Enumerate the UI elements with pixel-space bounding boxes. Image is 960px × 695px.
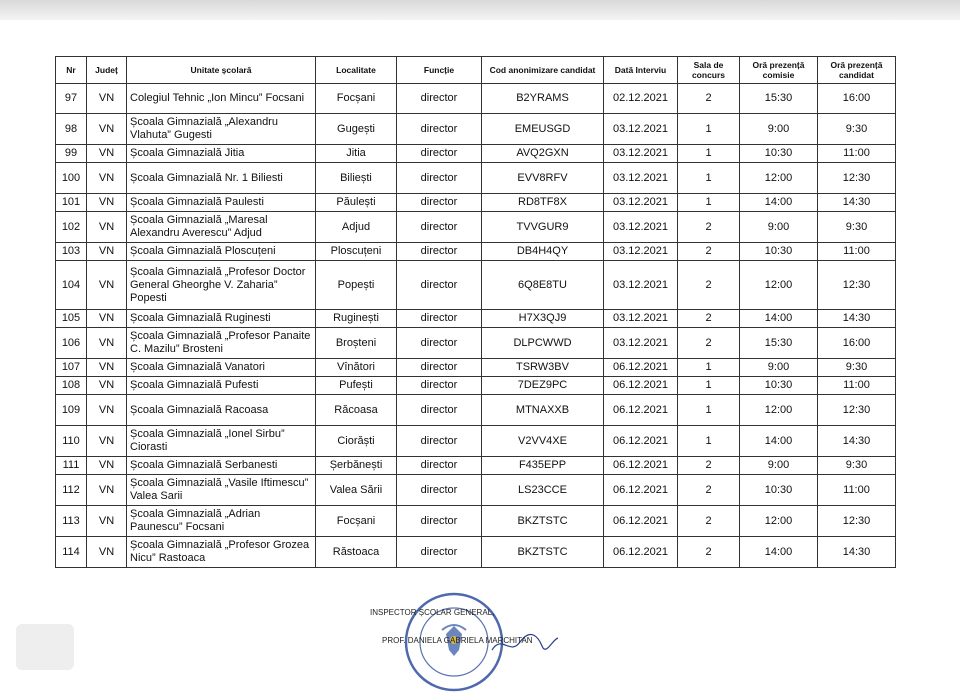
header-ora-comisie: Oră prezență comisie (740, 57, 818, 84)
cell-data: 03.12.2021 (604, 114, 678, 145)
cell-functie: director (397, 84, 482, 114)
cell-localitate: Focșani (316, 84, 397, 114)
header-sala: Sala de concurs (678, 57, 740, 84)
cell-data: 06.12.2021 (604, 395, 678, 426)
cell-sala: 2 (678, 475, 740, 506)
cell-unitate: Școala Gimnazială Jitia (127, 145, 316, 163)
cell-cod: RD8TF8X (482, 194, 604, 212)
cell-judet: VN (87, 243, 127, 261)
cell-localitate: Păulești (316, 194, 397, 212)
cell-unitate: Școala Gimnazială „Vasile Iftimescu” Valea Sarii (127, 475, 316, 506)
cell-ora-candidat: 12:30 (818, 163, 896, 194)
cell-nr: 113 (56, 506, 87, 537)
cell-unitate: Școala Gimnazială „Alexandru Vlahuta” Gugesti (127, 114, 316, 145)
cell-data: 03.12.2021 (604, 163, 678, 194)
cell-functie: director (397, 377, 482, 395)
cell-sala: 1 (678, 194, 740, 212)
cell-ora-comisie: 12:00 (740, 506, 818, 537)
cell-localitate: Șerbănești (316, 457, 397, 475)
cell-sala: 2 (678, 328, 740, 359)
cell-cod: AVQ2GXN (482, 145, 604, 163)
viewer-top-bar (0, 0, 960, 20)
cell-cod: EMEUSGD (482, 114, 604, 145)
cell-ora-candidat: 12:30 (818, 261, 896, 310)
cell-judet: VN (87, 359, 127, 377)
cell-data: 03.12.2021 (604, 310, 678, 328)
table-header-row (56, 57, 896, 84)
table-row (56, 395, 896, 426)
cell-sala: 2 (678, 310, 740, 328)
cell-data: 03.12.2021 (604, 194, 678, 212)
cell-sala: 2 (678, 261, 740, 310)
cell-judet: VN (87, 537, 127, 568)
cell-cod: F435EPP (482, 457, 604, 475)
cell-functie: director (397, 145, 482, 163)
cell-cod: DB4H4QY (482, 243, 604, 261)
cell-data: 06.12.2021 (604, 475, 678, 506)
cell-nr: 100 (56, 163, 87, 194)
header-nr: Nr (56, 57, 87, 84)
cell-judet: VN (87, 457, 127, 475)
cell-nr: 112 (56, 475, 87, 506)
cell-judet: VN (87, 395, 127, 426)
cell-judet: VN (87, 426, 127, 457)
table-row (56, 537, 896, 568)
cell-ora-comisie: 9:00 (740, 114, 818, 145)
table-row (56, 194, 896, 212)
cell-ora-candidat: 14:30 (818, 194, 896, 212)
cell-functie: director (397, 261, 482, 310)
cell-sala: 1 (678, 359, 740, 377)
cell-judet: VN (87, 163, 127, 194)
cell-ora-candidat: 11:00 (818, 475, 896, 506)
cell-ora-comisie: 10:30 (740, 377, 818, 395)
cell-judet: VN (87, 310, 127, 328)
cell-ora-candidat: 14:30 (818, 310, 896, 328)
cell-nr: 102 (56, 212, 87, 243)
cell-functie: director (397, 359, 482, 377)
cell-localitate: Vînători (316, 359, 397, 377)
cell-unitate: Școala Gimnazială „Profesor Panaite C. Mazilu” Brosteni (127, 328, 316, 359)
cell-unitate: Școala Gimnazială Ruginesti (127, 310, 316, 328)
cell-functie: director (397, 328, 482, 359)
cell-ora-comisie: 10:30 (740, 243, 818, 261)
table-row (56, 328, 896, 359)
table-row (56, 261, 896, 310)
table-row (56, 506, 896, 537)
cell-ora-comisie: 9:00 (740, 457, 818, 475)
cell-data: 03.12.2021 (604, 328, 678, 359)
cell-sala: 1 (678, 114, 740, 145)
cell-nr: 101 (56, 194, 87, 212)
cell-localitate: Pufești (316, 377, 397, 395)
cell-unitate: Școala Gimnazială „Adrian Paunescu” Focsani (127, 506, 316, 537)
signature-role: INSPECTOR ȘCOLAR GENERAL, (370, 608, 495, 617)
cell-localitate: Biliești (316, 163, 397, 194)
header-data: Dată Interviu (604, 57, 678, 84)
cell-ora-comisie: 14:00 (740, 310, 818, 328)
cell-functie: director (397, 163, 482, 194)
cell-functie: director (397, 212, 482, 243)
cell-sala: 1 (678, 163, 740, 194)
cell-cod: 6Q8E8TU (482, 261, 604, 310)
cell-ora-comisie: 12:00 (740, 395, 818, 426)
cell-cod: BKZTSTC (482, 537, 604, 568)
cell-sala: 2 (678, 84, 740, 114)
cell-ora-comisie: 15:30 (740, 84, 818, 114)
cell-judet: VN (87, 114, 127, 145)
cell-functie: director (397, 506, 482, 537)
cell-ora-comisie: 10:30 (740, 145, 818, 163)
header-functie: Funcție (397, 57, 482, 84)
cell-ora-candidat: 14:30 (818, 537, 896, 568)
cell-functie: director (397, 310, 482, 328)
table-row (56, 163, 896, 194)
cell-ora-comisie: 15:30 (740, 328, 818, 359)
cell-functie: director (397, 426, 482, 457)
cell-judet: VN (87, 194, 127, 212)
header-localitate: Localitate (316, 57, 397, 84)
cell-ora-comisie: 12:00 (740, 163, 818, 194)
cell-data: 02.12.2021 (604, 84, 678, 114)
cell-judet: VN (87, 506, 127, 537)
table-row (56, 377, 896, 395)
table-row (56, 359, 896, 377)
cell-sala: 2 (678, 243, 740, 261)
cell-ora-candidat: 11:00 (818, 243, 896, 261)
cell-functie: director (397, 475, 482, 506)
cell-unitate: Școala Gimnazială Nr. 1 Biliesti (127, 163, 316, 194)
cell-unitate: Școala Gimnazială „Maresal Alexandru Averescu” Adjud (127, 212, 316, 243)
table-row (56, 84, 896, 114)
table-row (56, 212, 896, 243)
cell-unitate: Școala Gimnazială „Profesor Grozea Nicu” Rastoaca (127, 537, 316, 568)
cell-nr: 97 (56, 84, 87, 114)
cell-ora-candidat: 14:30 (818, 426, 896, 457)
cell-unitate: Școala Gimnazială Vanatori (127, 359, 316, 377)
cell-nr: 110 (56, 426, 87, 457)
cell-nr: 103 (56, 243, 87, 261)
cell-judet: VN (87, 377, 127, 395)
cell-unitate: Colegiul Tehnic „Ion Mincu” Focsani (127, 84, 316, 114)
cell-data: 03.12.2021 (604, 243, 678, 261)
table-body (56, 84, 896, 568)
cell-cod: LS23CCE (482, 475, 604, 506)
table-row (56, 145, 896, 163)
cell-ora-comisie: 9:00 (740, 359, 818, 377)
table-row (56, 426, 896, 457)
cell-nr: 105 (56, 310, 87, 328)
cell-ora-comisie: 14:00 (740, 537, 818, 568)
cell-sala: 2 (678, 537, 740, 568)
cell-data: 06.12.2021 (604, 426, 678, 457)
cell-cod: TVVGUR9 (482, 212, 604, 243)
cell-ora-candidat: 9:30 (818, 212, 896, 243)
cell-data: 03.12.2021 (604, 261, 678, 310)
cell-sala: 1 (678, 395, 740, 426)
cell-cod: BKZTSTC (482, 506, 604, 537)
cell-localitate: Jitia (316, 145, 397, 163)
cell-sala: 2 (678, 457, 740, 475)
cell-data: 06.12.2021 (604, 506, 678, 537)
cell-judet: VN (87, 212, 127, 243)
cell-sala: 1 (678, 145, 740, 163)
cell-localitate: Broșteni (316, 328, 397, 359)
cell-unitate: Școala Gimnazială Racoasa (127, 395, 316, 426)
cell-cod: DLPCWWD (482, 328, 604, 359)
cell-cod: EVV8RFV (482, 163, 604, 194)
cell-ora-candidat: 12:30 (818, 395, 896, 426)
cell-functie: director (397, 243, 482, 261)
cell-functie: director (397, 457, 482, 475)
header-judet: Județ (87, 57, 127, 84)
cell-localitate: Focșani (316, 506, 397, 537)
cell-data: 03.12.2021 (604, 145, 678, 163)
cell-ora-comisie: 14:00 (740, 426, 818, 457)
cell-unitate: Școala Gimnazială Serbanesti (127, 457, 316, 475)
cell-nr: 114 (56, 537, 87, 568)
cell-cod: TSRW3BV (482, 359, 604, 377)
cell-unitate: Școala Gimnazială Ploscuțeni (127, 243, 316, 261)
cell-nr: 108 (56, 377, 87, 395)
cell-ora-candidat: 12:30 (818, 506, 896, 537)
cell-sala: 1 (678, 426, 740, 457)
cell-cod: 7DEZ9PC (482, 377, 604, 395)
cell-nr: 107 (56, 359, 87, 377)
cell-ora-comisie: 10:30 (740, 475, 818, 506)
cell-ora-candidat: 16:00 (818, 328, 896, 359)
header-ora-candidat: Oră prezență candidat (818, 57, 896, 84)
cell-functie: director (397, 114, 482, 145)
cell-ora-candidat: 9:30 (818, 114, 896, 145)
table-row (56, 475, 896, 506)
cell-ora-candidat: 11:00 (818, 377, 896, 395)
signature-block (370, 608, 533, 664)
cell-judet: VN (87, 145, 127, 163)
cell-localitate: Răstoaca (316, 537, 397, 568)
cell-localitate: Ruginești (316, 310, 397, 328)
cell-localitate: Adjud (316, 212, 397, 243)
cell-nr: 99 (56, 145, 87, 163)
cell-sala: 1 (678, 377, 740, 395)
cell-localitate: Valea Sării (316, 475, 397, 506)
cell-ora-candidat: 9:30 (818, 457, 896, 475)
cell-judet: VN (87, 328, 127, 359)
cell-ora-comisie: 12:00 (740, 261, 818, 310)
document-page (0, 20, 960, 675)
cell-data: 03.12.2021 (604, 212, 678, 243)
table-row (56, 457, 896, 475)
cell-judet: VN (87, 261, 127, 310)
cell-ora-candidat: 11:00 (818, 145, 896, 163)
cell-nr: 109 (56, 395, 87, 426)
cell-nr: 106 (56, 328, 87, 359)
cell-unitate: Școala Gimnazială Pufesti (127, 377, 316, 395)
table-row (56, 310, 896, 328)
cell-localitate: Ciorăști (316, 426, 397, 457)
cell-localitate: Ploscuțeni (316, 243, 397, 261)
cell-localitate: Gugești (316, 114, 397, 145)
cell-localitate: Răcoasa (316, 395, 397, 426)
cell-nr: 98 (56, 114, 87, 145)
cell-unitate: Școala Gimnazială „Ionel Sirbu” Ciorasti (127, 426, 316, 457)
header-cod: Cod anonimizare candidat (482, 57, 604, 84)
cell-nr: 104 (56, 261, 87, 310)
cell-ora-candidat: 16:00 (818, 84, 896, 114)
cell-functie: director (397, 194, 482, 212)
cell-unitate: Școala Gimnazială „Profesor Doctor General Gheorghe V. Zaharia” Popesti (127, 261, 316, 310)
cell-data: 06.12.2021 (604, 457, 678, 475)
cell-sala: 2 (678, 506, 740, 537)
table-row (56, 243, 896, 261)
cell-data: 06.12.2021 (604, 537, 678, 568)
cell-functie: director (397, 395, 482, 426)
cell-cod: B2YRAMS (482, 84, 604, 114)
cell-cod: MTNAXXB (482, 395, 604, 426)
cell-data: 06.12.2021 (604, 359, 678, 377)
signature-name: PROF. DANIELA GABRIELA MARCHITAN (382, 636, 533, 645)
cell-cod: V2VV4XE (482, 426, 604, 457)
viewer-overlay-button[interactable] (16, 624, 74, 670)
cell-data: 06.12.2021 (604, 377, 678, 395)
cell-ora-comisie: 14:00 (740, 194, 818, 212)
cell-sala: 2 (678, 212, 740, 243)
cell-unitate: Școala Gimnazială Paulesti (127, 194, 316, 212)
cell-judet: VN (87, 84, 127, 114)
header-unitate: Unitate școlară (127, 57, 316, 84)
interview-schedule-table (55, 56, 896, 568)
table-row (56, 114, 896, 145)
cell-functie: director (397, 537, 482, 568)
cell-localitate: Popești (316, 261, 397, 310)
cell-nr: 111 (56, 457, 87, 475)
cell-ora-candidat: 9:30 (818, 359, 896, 377)
cell-judet: VN (87, 475, 127, 506)
cell-cod: H7X3QJ9 (482, 310, 604, 328)
cell-ora-comisie: 9:00 (740, 212, 818, 243)
